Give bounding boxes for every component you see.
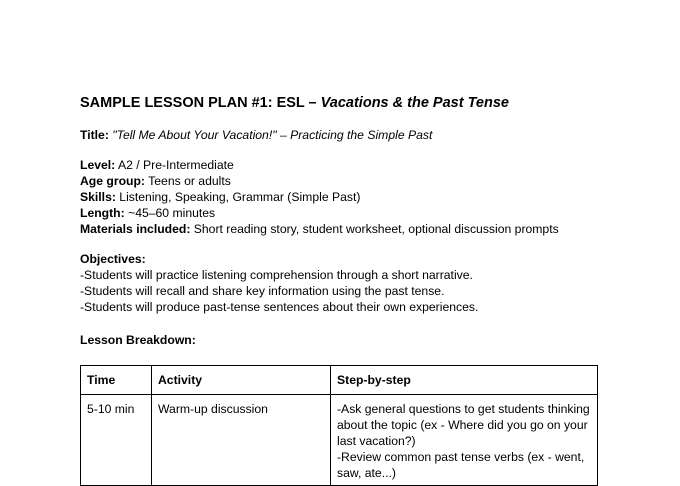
- heading-topic: Vacations & the Past Tense: [320, 95, 509, 111]
- table-header-row: [81, 366, 598, 395]
- table-row: [81, 395, 598, 486]
- detail-value: Teens or adults: [145, 174, 231, 188]
- heading-prefix: SAMPLE LESSON PLAN #1: ESL –: [80, 95, 321, 111]
- detail-value: Short reading story, student worksheet, optional discussion prompts: [190, 222, 559, 236]
- title-quote: "Tell Me About Your Vacation!" – Practicing the Simple Past: [112, 128, 433, 142]
- objective-item: -Students will produce past-tense sentences about their own experiences.: [80, 300, 479, 314]
- detail-value: ~45–60 minutes: [124, 206, 216, 220]
- detail-length: [80, 205, 215, 221]
- objectives-label: Objectives:: [80, 252, 146, 266]
- lesson-breakdown-table: [80, 365, 598, 486]
- detail-level: [80, 157, 234, 173]
- header-time: Time: [81, 366, 152, 395]
- header-step-by-step: Step-by-step: [331, 366, 598, 395]
- title-label: Title:: [80, 128, 109, 142]
- lesson-plan-heading: [80, 95, 509, 111]
- detail-label: Materials included:: [80, 222, 191, 236]
- breakdown-label: Lesson Breakdown:: [80, 333, 196, 347]
- detail-label: Skills:: [80, 190, 116, 204]
- objective-item: -Students will recall and share key information using the past tense.: [80, 284, 445, 298]
- detail-value: Listening, Speaking, Grammar (Simple Past): [115, 190, 361, 204]
- detail-materials: [80, 221, 559, 237]
- row-time: 5-10 min: [81, 395, 152, 486]
- detail-skills: [80, 189, 360, 205]
- title-line: [80, 127, 432, 143]
- detail-age-group: [80, 173, 231, 189]
- detail-label: Age group:: [80, 174, 145, 188]
- step-item: -Review common past tense verbs (ex - went, saw, ate...): [337, 450, 585, 480]
- row-activity: Warm-up discussion: [152, 395, 331, 486]
- objective-item: -Students will practice listening comprehension through a short narrative.: [80, 268, 473, 282]
- header-activity: Activity: [152, 366, 331, 395]
- row-steps: [331, 395, 598, 486]
- detail-label: Level:: [80, 158, 116, 172]
- step-item: -Ask general questions to get students thinking about the topic (ex - Where did you go on your last vacation?): [337, 402, 590, 448]
- detail-value: A2 / Pre-Intermediate: [115, 158, 234, 172]
- detail-label: Length:: [80, 206, 125, 220]
